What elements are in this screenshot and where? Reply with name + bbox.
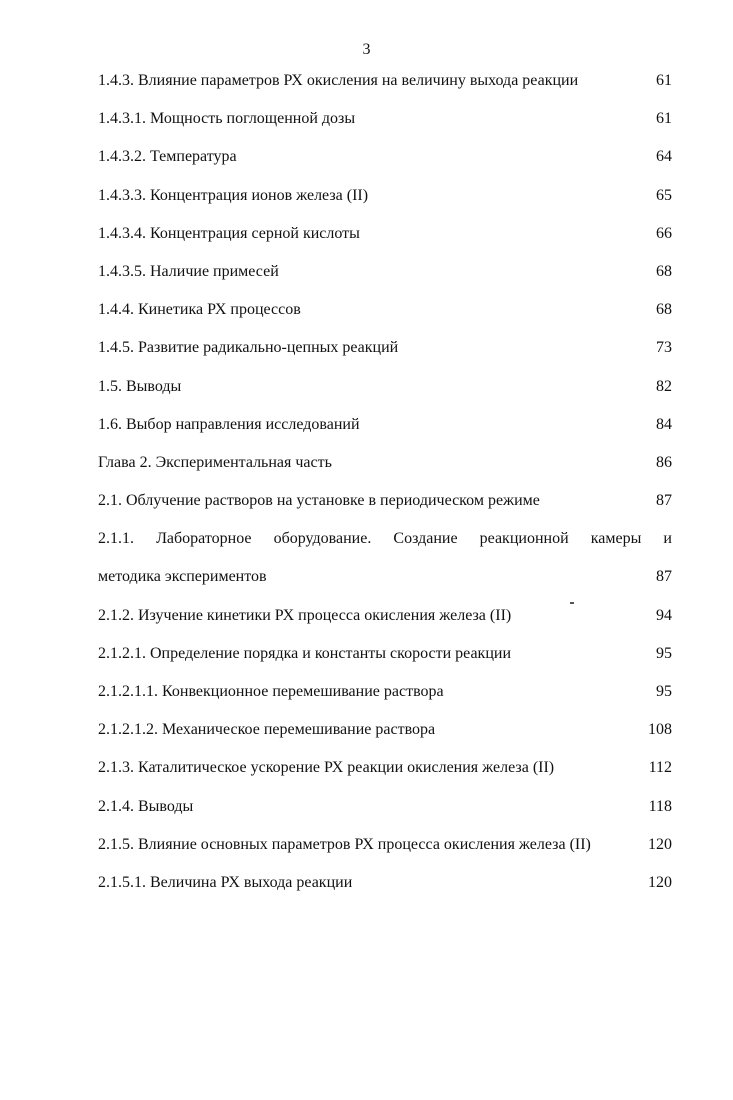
toc-title: 1.4.5. Развитие радикально-цепных реакций	[98, 339, 399, 357]
toc-page: 84	[656, 415, 672, 433]
toc-title: 1.4.3.2. Температура	[98, 148, 237, 166]
toc-row	[98, 444, 672, 482]
toc-word: Лабораторное	[156, 530, 252, 548]
toc-title: 1.4.3.5. Наличие примесей	[98, 262, 279, 280]
toc-row	[98, 788, 672, 826]
table-of-contents	[98, 62, 672, 902]
toc-row-justified	[98, 520, 672, 558]
toc-row	[98, 749, 672, 787]
toc-word: 2.1.1.	[98, 530, 134, 548]
toc-title: 1.5. Выводы	[98, 377, 182, 395]
toc-page: 95	[656, 683, 672, 700]
toc-title: 1.6. Выбор направления исследований	[98, 415, 360, 433]
toc-title: 2.1.2. Изучение кинетики РХ процесса окисления железа (II)	[98, 606, 512, 624]
toc-page: 108	[648, 721, 672, 739]
toc-title: методика экспериментов	[98, 568, 267, 586]
toc-word: оборудование.	[273, 530, 372, 548]
toc-row	[98, 62, 672, 100]
toc-page: 112	[648, 759, 672, 777]
toc-page: 120	[648, 873, 672, 891]
toc-title: Глава 2. Экспериментальная часть	[98, 453, 332, 471]
toc-word: камеры	[590, 530, 642, 548]
toc-row	[98, 138, 672, 176]
toc-row	[98, 215, 672, 253]
toc-row	[98, 291, 672, 329]
toc-title: 2.1.2.1.2. Механическое перемешивание раствора	[98, 721, 436, 739]
toc-page: 68	[656, 262, 672, 280]
toc-row	[98, 329, 672, 367]
toc-page: 82	[656, 377, 672, 395]
toc-title: 2.1.5. Влияние основных параметров РХ процесса окисления железа (II)	[98, 835, 591, 853]
toc-title: 1.4.3.3. Концентрация ионов железа (II)	[98, 186, 369, 204]
toc-page: 87	[656, 568, 672, 586]
toc-page: 94	[656, 606, 672, 624]
toc-title: 2.1.2.1.1. Конвекционное перемешивание раствора	[98, 683, 444, 700]
toc-page: 65	[656, 186, 672, 204]
page-number: 3	[362, 41, 371, 58]
toc-row	[98, 253, 672, 291]
toc-page: 61	[656, 72, 672, 89]
toc-row	[98, 406, 672, 444]
toc-title: 2.1. Облучение растворов на установке в периодическом режиме	[98, 492, 540, 510]
toc-page: 86	[656, 453, 672, 471]
toc-row	[98, 711, 672, 749]
toc-title-justified	[98, 520, 672, 558]
toc-title: 1.4.3. Влияние параметров РХ окисления на величину выхода реакции	[98, 72, 579, 89]
toc-page: 73	[656, 339, 672, 357]
toc-title: 2.1.3. Каталитическое ускорение РХ реакции окисления железа (II)	[98, 759, 555, 777]
toc-row	[98, 673, 672, 711]
toc-row	[98, 482, 672, 520]
toc-word: реакционной	[479, 530, 569, 548]
toc-word: и	[663, 530, 672, 548]
toc-page: 66	[656, 224, 672, 242]
toc-title: 2.1.2.1. Определение порядка и константы скорости реакции	[98, 644, 512, 662]
toc-page: 120	[648, 835, 672, 853]
toc-title: 1.4.3.1. Мощность поглощенной дозы	[98, 110, 356, 128]
toc-page: 118	[648, 797, 672, 815]
toc-page: 61	[656, 110, 672, 128]
toc-row	[98, 826, 672, 864]
toc-title: 2.1.5.1. Величина РХ выхода реакции	[98, 873, 353, 891]
toc-page: 68	[656, 301, 672, 319]
toc-page: 64	[656, 148, 672, 166]
scan-speck	[570, 602, 574, 604]
toc-row	[98, 635, 672, 673]
toc-row	[98, 177, 672, 215]
toc-row	[98, 368, 672, 406]
toc-title: 1.4.3.4. Концентрация серной кислоты	[98, 224, 360, 242]
toc-page: 95	[656, 644, 672, 662]
toc-page: 87	[656, 492, 672, 510]
toc-word: Создание	[393, 530, 458, 548]
toc-row	[98, 100, 672, 138]
toc-row	[98, 597, 672, 635]
toc-title: 2.1.4. Выводы	[98, 797, 194, 815]
toc-title: 1.4.4. Кинетика РХ процессов	[98, 301, 301, 319]
toc-row	[98, 864, 672, 902]
toc-row	[98, 558, 672, 596]
